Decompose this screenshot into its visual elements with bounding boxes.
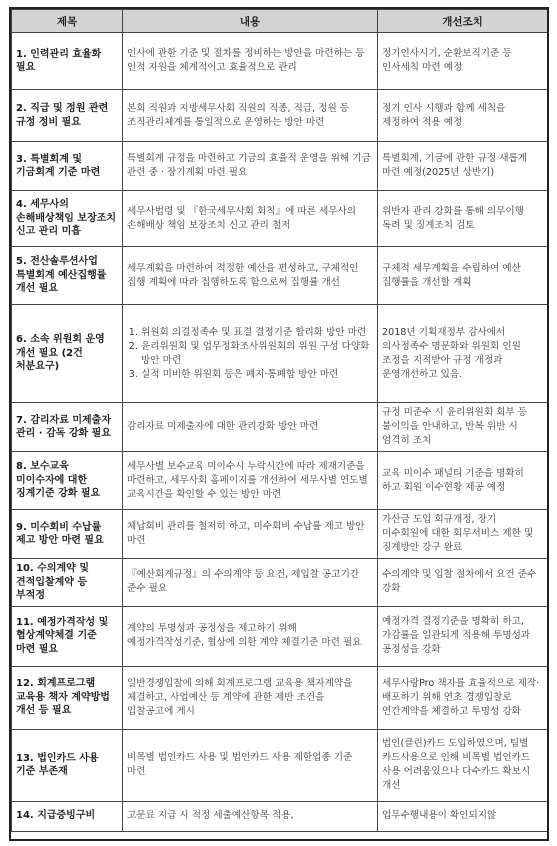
row-content: 세무사별 보수교육 미이수시 누락시간에 따라 제재기준을 마련하고, 세무사회 홈페이지를 개선하여 세무사별 연도별 교육시간을 확인할 수 있는 방안 마련 [123,452,378,510]
row-title: 8. 보수교육 미이수자에 대한 징계기준 강화 필요 [12,452,123,510]
row-improvement: 정기인사시기, 순환보직기준 등 인사세칙 마련 예정 [378,33,548,90]
row-content: 체납회비 관리를 철저히 하고, 미수회비 수납률 제고 방안 마련 [123,510,378,559]
table-row [12,191,548,247]
row-content: 고문료 지급 시 적정 세출예산항목 적용, [123,801,378,831]
table-row [12,305,548,403]
header-improvement: 개선조치 [378,10,548,33]
row-improvement: 법인(클린)카드 도입하였으며, 팀별 카드사용으로 인해 비목별 법인카드 사용 어려움있으나 다수카드 확보시 개선 [378,729,548,801]
row-title: 14. 지급증빙구비 [12,801,123,831]
row-title: 9. 미수회비 수납률 제고 방안 마련 필요 [12,510,123,559]
row-content: 감리자료 미제출자에 대한 관리강화 방안 마련 [123,403,378,452]
list-item: 3. 실적 미비한 위원회 등은 폐지·통폐합 방안 마련 [141,368,373,382]
row-content: 인사에 관한 기준 및 절차를 정비하는 방안을 마련하는 등 인적 자원을 체계적이고 효율적으로 관리 [123,33,378,90]
row-improvement: 세무사랑Pro 책자를 효율적으로 제작·배포하기 위해 연초 경쟁입찰로 연간계약을 체결하고 투명성 강화 [378,666,548,729]
row-content: 본회 직원과 지방세무사회 직원의 직종, 직급, 정원 등 조직관리체계를 통일적으로 운영하는 방안 마련 [123,90,378,142]
row-improvement: 교육 미이수 패널티 기준을 명확히 하고 회원 이수현황 제공 예정 [378,452,548,510]
table-row [12,247,548,305]
row-title: 10. 수의계약 및 견적입찰계약 등 부적정 [12,559,123,607]
row-improvement: 예정가격 결정기준을 명확히 하고, 가감률을 일관되게 적용해 투명성과 공정성을 강화 [378,606,548,666]
table-row [12,801,548,831]
row-title: 13. 법인카드 사용 기준 부존재 [12,729,123,801]
table-row [12,666,548,729]
content-list [127,326,373,382]
audit-results-table-frame [9,7,549,841]
table-row [12,606,548,666]
row-content: 세무사법령 및 『한국세무사회 회칙』에 따른 세무사의 손해배상 책임 보장조치 신고 관리 철저 [123,191,378,247]
row-content: 특별회계 규정을 마련하고 기금의 효율적 운영을 위해 기금 관련 중 · 장기계획 마련 필요 [123,142,378,191]
audit-results-table [11,9,548,832]
row-improvement: 규정 미준수 시 윤리위원회 회부 등 불이익을 안내하고, 반복 위반 시 엄격히 조치 [378,403,548,452]
row-title: 5. 전산솔루션사업 특별회계 예산집행률 개선 필요 [12,247,123,305]
row-title: 12. 회계프로그램 교육용 책자 계약방법 개선 등 필요 [12,666,123,729]
row-content [123,305,378,403]
header-content: 내용 [123,10,378,33]
header-title: 제목 [12,10,123,33]
row-content: 『예산회계규정』의 수의계약 등 요건, 제입찰 공고기간 준수 필요 [123,559,378,607]
row-title: 11. 예정가격작성 및 협상계약체결 기준 마련 필요 [12,606,123,666]
row-improvement: 특별회계, 기금에 관한 규정 새롭게 마련 예정(2025년 상반기) [378,142,548,191]
table-row [12,559,548,607]
table-row [12,142,548,191]
row-improvement: 위반자 관리 강화를 통해 의무이행 독려 및 징계조치 검토 [378,191,548,247]
table-row [12,510,548,559]
table-row [12,452,548,510]
table-row [12,729,548,801]
table-row [12,90,548,142]
row-improvement: 수의계약 및 입찰 절차에서 요건 준수 강화 [378,559,548,607]
row-improvement: 업무수행내용이 확인되지않 [378,801,548,831]
row-content: 세무계획을 마련하여 적정한 예산을 편성하고, 구체적인 집행 계획에 따라 집행하도록 함으로써 집행률 개선 [123,247,378,305]
row-title: 6. 소속 위원회 운영 개선 필요 (2건 처분요구) [12,305,123,403]
row-content: 계약의 투명성과 공정성을 제고하기 위해 예정가격작성기준, 협상에 의한 계약 체결기준 마련 필요 [123,606,378,666]
table-row [12,33,548,90]
row-title: 3. 특별회계 및 기금회계 기준 마련 [12,142,123,191]
table-row [12,403,548,452]
row-title: 4. 세무사의 손해배상책임 보장조치 신고 관리 미흡 [12,191,123,247]
row-content: 비목별 법인카드 사용 및 법인카드 사용 제한업종 기준 마련 [123,729,378,801]
list-item: 1. 위원회 의결정족수 및 표결 결정기준 합리화 방안 마련 [141,326,373,340]
list-item: 2. 윤리위원회 및 업무정화조사위원회의 위원 구성 다양화 방안 마련 [141,340,373,368]
row-improvement: 가산금 도입 회규개정, 장기 미수회원에 대한 회무서비스 제한 및 징계방안 강구 완료 [378,510,548,559]
row-improvement: 정기 인사 시행과 함께 세칙을 제정하여 적용 예정 [378,90,548,142]
row-improvement: 2018년 기획재정부 감사에서 의사정족수 명문화와 위원회 인원 조정을 지적받아 규정 개정과 운영개선하고 있음. [378,305,548,403]
table-header-row [12,10,548,33]
row-title: 1. 인력관리 효율화 필요 [12,33,123,90]
row-title: 7. 감리자료 미제출자 관리 · 감독 강화 필요 [12,403,123,452]
row-improvement: 구체적 세무계획을 수립하여 예산 집행률을 개선할 계획 [378,247,548,305]
row-title: 2. 직급 및 정원 관련 규정 정비 필요 [12,90,123,142]
row-content: 일반경쟁입찰에 의해 회계프로그램 교육용 책자계약을 체결하고, 사업예산 등 계약에 관한 제반 조건을 입찰공고에 게시 [123,666,378,729]
